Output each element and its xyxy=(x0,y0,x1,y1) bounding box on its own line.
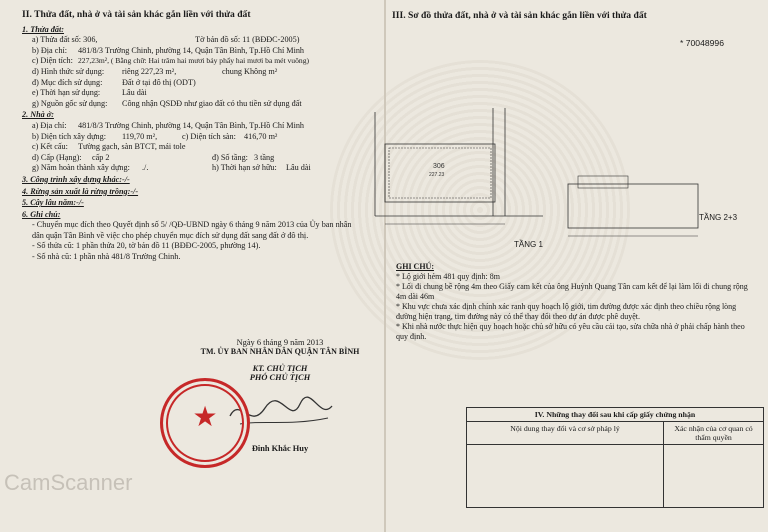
seal-star-icon: ★ xyxy=(192,402,218,433)
map-value: 11 (BĐĐC-2005) xyxy=(242,35,300,45)
build-area-label: b) Diện tích xây dựng: xyxy=(32,131,107,141)
purpose-row xyxy=(22,78,372,89)
plot-diagram-floor1 xyxy=(365,104,543,254)
area-label: c) Diện tích: xyxy=(32,56,73,66)
section-perennial: 5. Cây lâu năm:-/- xyxy=(22,198,84,208)
note-1: - Chuyển mục đích theo Quyết định số 5/ /QĐ-UBND ngày 6 tháng 9 năm 2013 của Ủy ban nhân dân quận Tân Bình về việc cho phép chuyển mục đích sử dụng đất sang đất ở đô thị. xyxy=(32,220,352,240)
section-title-iii: III. Sơ đồ thửa đất, nhà ở và tài sản khác gắn liền với thửa đất xyxy=(392,10,647,21)
land-address-row xyxy=(22,46,372,57)
purpose-label: đ) Mục đích sử dụng: xyxy=(32,77,103,87)
land-area-row xyxy=(22,56,372,67)
address-value: 481/8/3 Trường Chinh, phường 14, Quận Tân Bình, Tp.Hồ Chí Minh xyxy=(78,45,305,55)
term-label: e) Thời hạn sử dụng: xyxy=(32,88,101,98)
page-fold xyxy=(384,0,386,532)
diagram-note-3: * Khu vực chưa xác định chính xác ranh quy hoạch lộ giới, tim đường được xác định theo chiều rộng lòng đường hiện trạng, tim đường này có thể thay đổi theo dự án được phê duyệt. xyxy=(396,302,737,321)
section-notes: 6. Ghi chú: xyxy=(22,209,61,219)
structure-label: c) Kết cấu: xyxy=(32,142,68,152)
serial-number: * 70048996 xyxy=(680,38,724,48)
table-cell-empty xyxy=(664,445,764,508)
term-value: Lâu dài xyxy=(122,88,147,98)
notes-title: GHI CHÚ: xyxy=(396,262,434,271)
term-row xyxy=(22,88,372,99)
build-area-value: 119,70 m², xyxy=(122,131,158,141)
completion-value: ./. xyxy=(142,163,149,173)
structure-row xyxy=(22,142,372,153)
floor-area-label: c) Diện tích sàn: xyxy=(182,131,236,141)
completion-row xyxy=(22,163,372,174)
house-area-row xyxy=(22,132,372,143)
completion-label: g) Năm hoàn thành xây dựng: xyxy=(32,163,130,173)
official-seal xyxy=(160,378,250,468)
diagram-note-4: * Khi nhà nước thực hiện quy hoạch hoặc chủ sở hữu có yêu cầu cải tạo, sửa chữa nhà ở phải chấp hành theo quy định. xyxy=(396,322,745,341)
signer-name: Đinh Khắc Huy xyxy=(251,444,309,453)
map-label: Tờ bản đồ số: xyxy=(195,35,241,45)
grade-value: cấp 2 xyxy=(92,152,110,162)
note-3: - Số nhà cũ: 1 phần nhà 481/8 Trường Chinh. xyxy=(32,252,181,262)
area-value: 227,23m², ( Bằng chữ: Hai trăm hai mươi bảy phẩy hai mươi ba mét vuông) xyxy=(78,56,310,66)
diagram-note-1: * Lộ giới hẻm 481 quy định: 8m xyxy=(396,272,501,281)
right-page xyxy=(392,10,762,25)
origin-value: Công nhận QSDĐ như giao đất có thu tiền sử dụng đất xyxy=(122,98,302,108)
vice-chairman: PHÓ CHỦ TỊCH xyxy=(249,373,311,382)
plot-number-label: 306 xyxy=(433,163,445,170)
parcel-value: 306, xyxy=(83,35,98,45)
table-row xyxy=(467,445,764,508)
structure-value: Tường gạch, sàn BTCT, mái tole xyxy=(78,142,186,152)
section-other-works: 3. Công trình xây dựng khác:-/- xyxy=(22,174,130,184)
kt-chairman: KT. CHỦ TỊCH xyxy=(252,364,308,373)
usage-form-label: d) Hình thức sử dụng: xyxy=(32,66,105,76)
origin-row xyxy=(22,99,372,110)
table-row xyxy=(467,408,764,422)
issue-date: Ngày 6 tháng 9 năm 2013 xyxy=(236,338,324,347)
plot-area-label: 227.23 xyxy=(429,172,445,178)
table-row xyxy=(467,422,764,445)
table-col-confirm: Xác nhận của cơ quan có thẩm quyền xyxy=(664,422,764,445)
table-cell-empty xyxy=(467,445,664,508)
left-page xyxy=(22,10,372,263)
parcel-label: a) Thửa đất số: xyxy=(32,35,82,45)
ownership-term-label: h) Thời hạn sở hữu: xyxy=(212,163,277,173)
issuing-org: TM. ỦY BAN NHÂN DÂN QUẬN TÂN BÌNH xyxy=(200,347,360,356)
grade-label: d) Cấp (Hạng): xyxy=(32,152,82,162)
land-parcel-row xyxy=(22,35,372,46)
floors-value: 3 tầng xyxy=(254,152,275,162)
diagram-notes xyxy=(396,262,758,342)
table-col-content: Nội dung thay đổi và cơ sở pháp lý xyxy=(467,422,664,445)
floors-label: đ) Số tầng: xyxy=(212,152,248,162)
section-forest: 4. Rừng sản xuất là rừng trồng:-/- xyxy=(22,186,139,196)
purpose-value: Đất ở tại đô thị (ODT) xyxy=(122,77,196,87)
floor-area-value: 416,70 m² xyxy=(244,131,278,141)
floor23-label: TẦNG 2+3 xyxy=(699,213,738,222)
changes-table xyxy=(466,407,764,508)
section-land: 1. Thửa đất: xyxy=(22,24,64,34)
table-header: IV. Những thay đổi sau khi cấp giấy chứng nhận xyxy=(467,408,764,422)
section-title-ii: II. Thửa đất, nhà ở và tài sản khác gắn liền với thửa đất xyxy=(22,9,251,20)
usage-form-row xyxy=(22,67,372,78)
ownership-term-value: Lâu dài xyxy=(286,163,311,173)
address-label: b) Địa chỉ: xyxy=(32,45,68,55)
floor1-label: TẦNG 1 xyxy=(514,240,543,249)
diagram-note-2: * Lối đi chung bề rộng 4m theo Giấy cam kết của ông Huỳnh Quang Tân cam kết để lại làm lối đi chung rộng 4m dài 46m xyxy=(396,282,748,301)
camscanner-watermark: CamScanner xyxy=(4,470,133,495)
plot-diagram-floor23 xyxy=(548,158,744,248)
house-address-label: a) Địa chỉ: xyxy=(32,120,67,130)
grade-row xyxy=(22,153,372,164)
usage-private-value: riêng 227,23 m², xyxy=(122,66,177,76)
usage-shared-value: chung Không m² xyxy=(222,66,278,76)
house-address-value: 481/8/3 Trường Chinh, phường 14, Quận Tân Bình, Tp.Hồ Chí Minh xyxy=(78,120,305,130)
origin-label: g) Nguồn gốc sử dụng: xyxy=(32,98,108,108)
note-2: - Số thửa cũ: 1 phần thửa 20, tờ bản đồ 11 (BĐĐC-2005, phường 14). xyxy=(32,241,261,251)
house-address-row xyxy=(22,121,372,132)
section-house: 2. Nhà ở: xyxy=(22,110,54,120)
